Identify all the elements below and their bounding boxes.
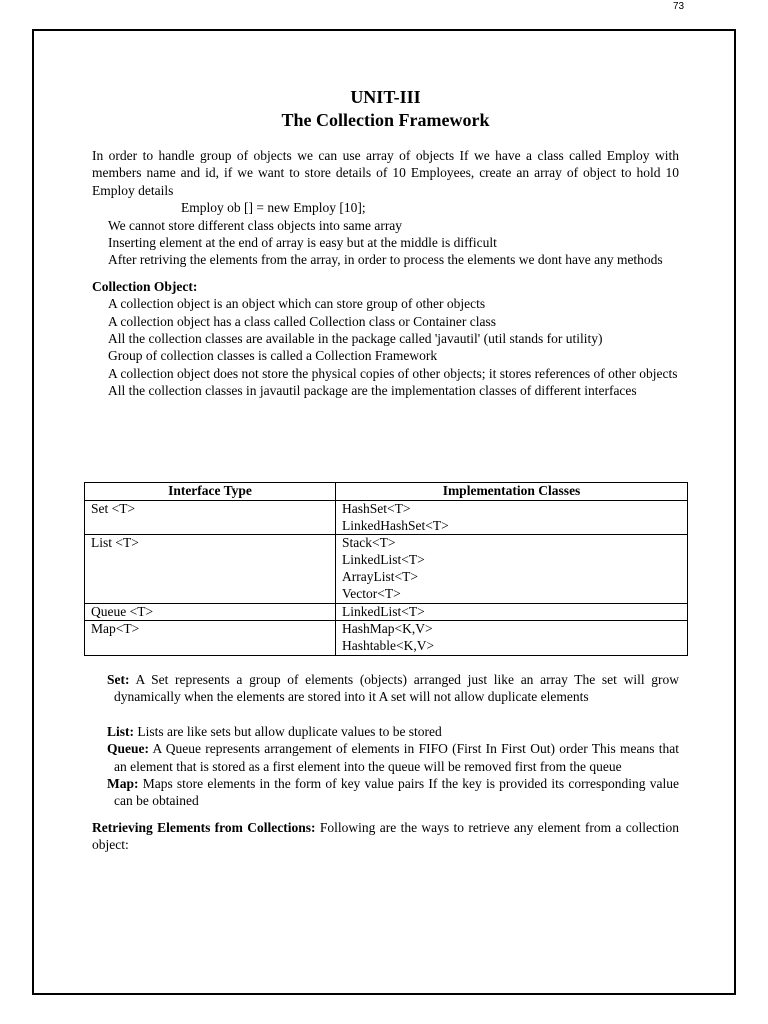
collection-bullet: A collection object is an object which can store group of other objects <box>108 296 486 312</box>
classes-cell <box>336 535 688 603</box>
retrieving-text: Following are the ways to retrieve any element from a collection object: <box>92 819 680 853</box>
class-name: HashSet<T> <box>342 500 411 516</box>
classes-cell <box>336 621 688 656</box>
set-term: Set: <box>107 672 130 687</box>
page-number: 73 <box>673 1 685 12</box>
map-definition <box>92 775 679 810</box>
class-name: Hashtable<K,V> <box>342 638 435 654</box>
collection-bullet: All the collection classes in javautil package are the implementation classes of different interfaces <box>108 383 637 399</box>
retrieving-heading: Retrieving Elements from Collections: <box>92 819 316 835</box>
definitions <box>92 671 679 854</box>
classes-cell <box>336 603 688 621</box>
page-title: The Collection Framework <box>281 110 490 130</box>
queue-definition <box>92 740 679 775</box>
queue-term: Queue: <box>107 741 149 757</box>
map-term: Map: <box>107 776 139 792</box>
interface-cell: List <T> <box>85 535 336 603</box>
map-text: Maps store elements in the form of key value pairs If the key is provided its corresponding value can be obtained <box>114 776 679 809</box>
class-name: LinkedList<T> <box>342 552 425 568</box>
classes-cell <box>336 500 688 535</box>
class-name: LinkedHashSet<T> <box>342 517 449 533</box>
interface-table <box>84 482 688 656</box>
collection-bullet: A collection object has a class called Collection class or Container class <box>108 313 497 329</box>
class-name: HashMap<K,V> <box>342 621 433 637</box>
intro-bullet: We cannot store different class objects into same array <box>108 217 403 233</box>
interface-cell: Set <T> <box>85 500 336 535</box>
unit-title: UNIT-III <box>350 87 421 107</box>
list-definition <box>92 723 679 740</box>
class-name: ArrayList<T> <box>342 568 418 584</box>
intro-paragraph: In order to handle group of objects we can use array of objects If we have a class called Employ with members name and id, if we want to store details of 10 Employees, create an array of object to hold 10 Employ details <box>92 148 679 198</box>
table-row <box>85 621 688 656</box>
code-line: Employ ob [] = new Employ [10]; <box>181 200 366 216</box>
collection-bullet: Group of collection classes is called a Collection Framework <box>108 348 438 364</box>
table-row <box>85 603 688 621</box>
collection-bullet: All the collection classes are available in the package called 'javautil' (util stands for utility) <box>108 331 603 347</box>
class-name: Vector<T> <box>342 585 401 601</box>
interface-cell: Map<T> <box>85 621 336 656</box>
retrieving-paragraph <box>92 819 679 854</box>
table-header-classes: Implementation Classes <box>336 483 688 501</box>
class-name: LinkedList<T> <box>342 603 425 619</box>
table-row <box>85 535 688 603</box>
interface-cell: Queue <T> <box>85 603 336 621</box>
main-content <box>92 86 679 400</box>
queue-text: A Queue represents arrangement of elements in FIFO (First In First Out) order This means that an element that is stored as a first element into the queue will be removed first from the queue <box>114 741 679 774</box>
set-definition <box>92 671 679 706</box>
list-text: Lists are like sets but allow duplicate values to be stored <box>137 723 442 739</box>
intro-bullet: Inserting element at the end of array is easy but at the middle is difficult <box>108 235 497 251</box>
table-header-interface: Interface Type <box>85 483 336 501</box>
intro-bullet: After retriving the elements from the array, in order to process the elements we dont have any methods <box>108 252 663 268</box>
set-text: A Set represents a group of elements (objects) arranged just like an array The set will grow dynamically when the elements are stored into it A set will not allow duplicate elements <box>114 672 679 705</box>
class-name: Stack<T> <box>342 535 396 551</box>
table-row <box>85 500 688 535</box>
collection-object-heading: Collection Object: <box>92 278 198 294</box>
collection-bullet: A collection object does not store the physical copies of other objects; it stores references of other objects <box>108 365 678 381</box>
list-term: List: <box>107 723 134 739</box>
